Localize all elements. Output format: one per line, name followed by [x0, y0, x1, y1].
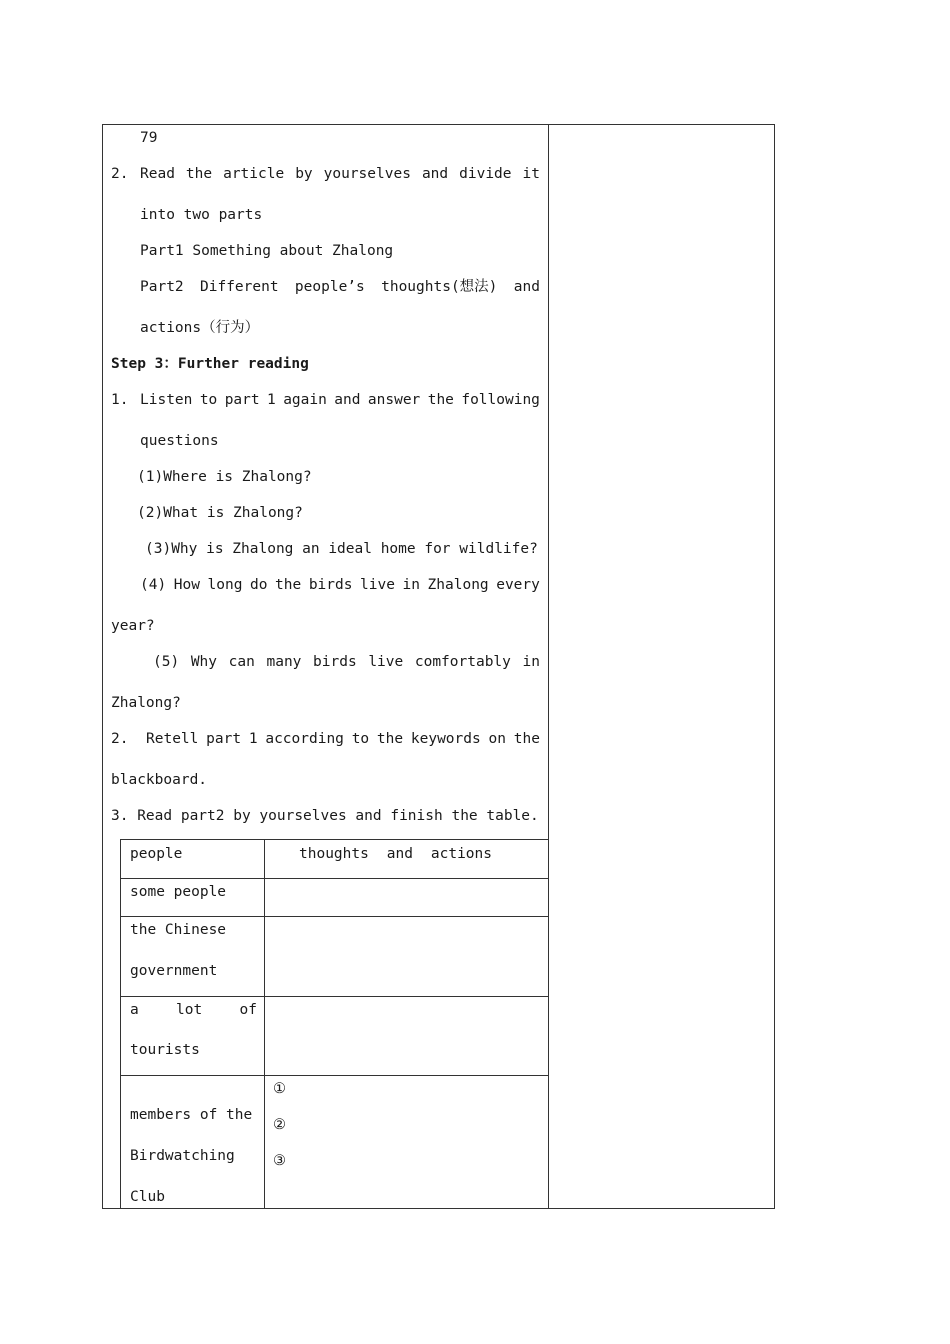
word: in: [522, 654, 540, 670]
word: keywords: [410, 731, 481, 747]
row-some-people: some people: [130, 884, 227, 900]
retell-line: [146, 729, 540, 749]
word: How: [173, 577, 200, 593]
listen-line: [140, 390, 540, 410]
question-5: [153, 652, 540, 672]
word: Retell: [146, 731, 199, 747]
item-number: 2.: [111, 166, 129, 182]
row-chinese-government-2: government: [130, 963, 218, 979]
read-article-line: [140, 164, 540, 184]
table-row-divider: [121, 1075, 548, 1076]
into-two-parts: into two parts: [140, 207, 263, 223]
word: and: [421, 166, 449, 182]
word: Read: [140, 166, 175, 182]
word: yourselves: [323, 166, 411, 182]
actions-line: actions（行为）: [140, 320, 260, 336]
question-3: (3)Why is Zhalong an ideal home for wildlife?: [145, 541, 538, 557]
word: on: [488, 731, 506, 747]
word: Part2: [140, 279, 184, 295]
word: it: [522, 166, 540, 182]
word: thoughts(想法): [381, 279, 498, 295]
word: article: [223, 166, 285, 182]
word: (5): [153, 654, 180, 670]
question-2: (2)What is Zhalong?: [137, 505, 303, 521]
word: live: [368, 654, 404, 670]
word: live: [360, 577, 395, 593]
word: part: [224, 392, 260, 408]
item-number: 2.: [111, 731, 129, 747]
word: and: [334, 392, 361, 408]
header-thoughts-actions: [299, 844, 492, 864]
word: of: [239, 1002, 257, 1018]
text-79: 79: [140, 130, 158, 146]
word: thoughts: [299, 846, 369, 862]
circled-2: ②: [273, 1117, 286, 1133]
word: answer: [367, 392, 421, 408]
word: people’s: [294, 279, 365, 295]
word: to: [199, 392, 218, 408]
word: in: [402, 577, 420, 593]
row-tourists-1: [130, 1000, 257, 1020]
item-number: 1.: [111, 392, 129, 408]
word: many: [266, 654, 302, 670]
table-row-divider: [121, 916, 548, 917]
word: and: [513, 279, 540, 295]
row-birdwatching-1: members of the: [130, 1107, 253, 1123]
word: divide: [459, 166, 512, 182]
word: again: [283, 392, 327, 408]
word: 1: [248, 731, 258, 747]
word: according: [265, 731, 344, 747]
word: actions: [430, 846, 492, 862]
step3-heading: Step 3：Further reading: [111, 356, 309, 372]
question-4-cont: year?: [111, 618, 155, 634]
word: the: [275, 577, 302, 593]
questions-line: questions: [140, 433, 219, 449]
word: lot: [176, 1002, 203, 1018]
question-1: (1)Where is Zhalong?: [137, 469, 312, 485]
retell-cont: blackboard.: [111, 772, 208, 788]
word: a: [130, 1002, 139, 1018]
row-birdwatching-2: Birdwatching: [130, 1148, 235, 1164]
part2-line: [140, 277, 540, 297]
circled-3: ③: [273, 1153, 286, 1169]
question-4: [140, 575, 540, 595]
word: the: [185, 166, 213, 182]
word: every: [496, 577, 540, 593]
word: comfortably: [414, 654, 511, 670]
word: long: [207, 577, 243, 593]
word: by: [295, 166, 313, 182]
circled-1: ①: [273, 1081, 286, 1097]
word: Zhalong: [427, 577, 489, 593]
read-part2-line: 3. Read part2 by yourselves and finish the table.: [111, 808, 539, 824]
table-row-divider: [121, 996, 548, 997]
word: the: [427, 392, 454, 408]
word: the: [513, 731, 540, 747]
word: to: [351, 731, 370, 747]
word: do: [250, 577, 268, 593]
word: the: [376, 731, 404, 747]
word: birds: [308, 577, 353, 593]
word: Why: [190, 654, 218, 670]
header-people: people: [130, 846, 183, 862]
word: 1: [267, 392, 276, 408]
table-col-divider: [264, 840, 265, 1208]
word: Different: [200, 279, 279, 295]
row-tourists-2: tourists: [130, 1042, 200, 1058]
word: and: [386, 846, 413, 862]
part1-line: Part1 Something about Zhalong: [140, 243, 394, 259]
word: birds: [313, 654, 357, 670]
question-5-cont: Zhalong?: [111, 695, 181, 711]
word: can: [228, 654, 255, 670]
table-row-divider: [121, 878, 548, 879]
word: following: [461, 392, 540, 408]
row-chinese-government-1: the Chinese: [130, 922, 227, 938]
row-birdwatching-3: Club: [130, 1189, 165, 1205]
thoughts-actions-table: [120, 839, 549, 1209]
word: (4): [140, 577, 167, 593]
word: part: [206, 731, 242, 747]
word: Listen: [140, 392, 193, 408]
